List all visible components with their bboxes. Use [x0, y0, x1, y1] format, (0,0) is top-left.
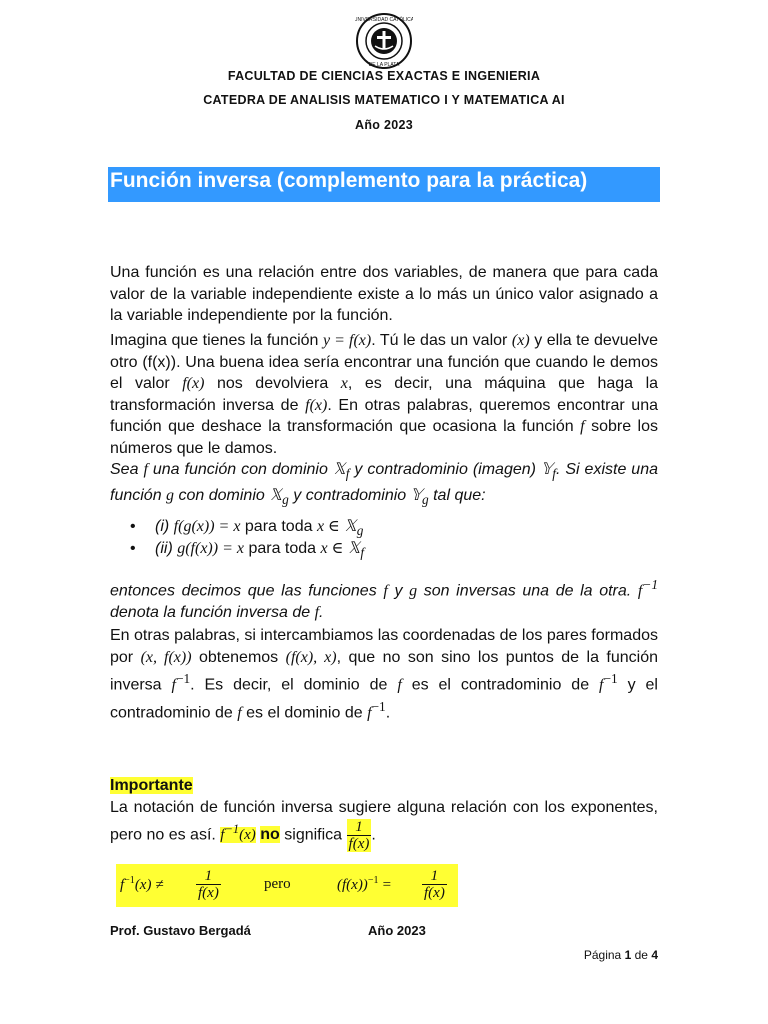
title-banner [108, 167, 660, 202]
fraction-one-over-fx: $\frac{1}{f(x)}$ [348, 818, 370, 852]
page-number: Página 1 de 4 [583, 948, 658, 962]
formula-right: $(f(x))^{-1}$ = [337, 875, 392, 893]
important-note: La notación de función inversa sugiere alguna relación con los exponentes, pero no es así. $f^{-1}(x)$ no significa $\frac{1}{f(x)}$ . [110, 799, 658, 852]
important-heading: Importante [110, 777, 193, 794]
svg-text:DE LA PLATA: DE LA PLATA [368, 62, 400, 68]
formula-pero: pero [264, 876, 291, 892]
footer-year: Año 2023 [368, 923, 426, 938]
formula-left: $f^{-1}(x)$ ≠ [120, 875, 164, 893]
formula-fraction-1: $\frac{1}{f(x)}$ [198, 868, 219, 901]
page-title: Función inversa (complemento para la práctica) [110, 169, 588, 192]
list-item: • (ii) g(f(x)) = x para toda x ∈ 𝕏$_f$ [130, 540, 365, 561]
svg-text:UNIVERSIDAD CATÓLICA: UNIVERSIDAD CATÓLICA [355, 17, 413, 23]
footer-author: Prof. Gustavo Bergadá [110, 923, 251, 938]
formula-highlight [116, 864, 458, 907]
list-item: • (i) f(g(x)) = x para toda x ∈ 𝕏$_g$ [130, 518, 364, 539]
paragraph-definition: Una función es una relación entre dos variables, de manera que para cada valor de la variable independiente existe a lo más un único valor asignado a la variable independiente por la función. [110, 264, 658, 324]
paragraph-inverse-definition: entonces decimos que las funciones f y g son inversas una de la otra. $f^{-1}$ denota la función inversa de f. [110, 577, 658, 621]
chair-heading: CATEDRA DE ANALISIS MATEMATICO I Y MATEMATICA AI [203, 93, 565, 107]
university-seal-icon [355, 12, 413, 70]
formula-fraction-2: $\frac{1}{f(x)}$ [424, 868, 445, 901]
faculty-heading: FACULTAD DE CIENCIAS EXACTAS E INGENIERIA [227, 69, 541, 83]
paragraph-coordinates: En otras palabras, si intercambiamos las coordenadas de los pares formados por (x, f(x)) obtenemos (f(x), x), que no son sino los puntos de la función inversa $f^{-1}$. Es decir, el dominio de f es el contradominio de $f^{-1}$ y el contradominio de f es el dominio de $f^{-1}$. [110, 627, 659, 722]
paragraph-machine: Imagina que tienes la función y = f(x). Tú le das un valor (x) y ella te devuelve otro (f(x)). Una buena idea sería encontrar una función que cuando le demos el valor f(x) nos devolviera x, es decir, una máquina que haga la transformación inversa de f(x). En otras palabras, queremos encontrar una función que deshace la transformación que ocasiona la función f sobre los números que le damos. [110, 332, 659, 457]
paragraph-inverse-condition: Sea f una función con dominio 𝕏$_f$ y contradominio (imagen) 𝕐$_f$. Si existe una función g con dominio 𝕏$_g$ y contradominio 𝕐$_g$ tal que: [110, 461, 659, 507]
year-heading: Año 2023 [355, 118, 413, 132]
